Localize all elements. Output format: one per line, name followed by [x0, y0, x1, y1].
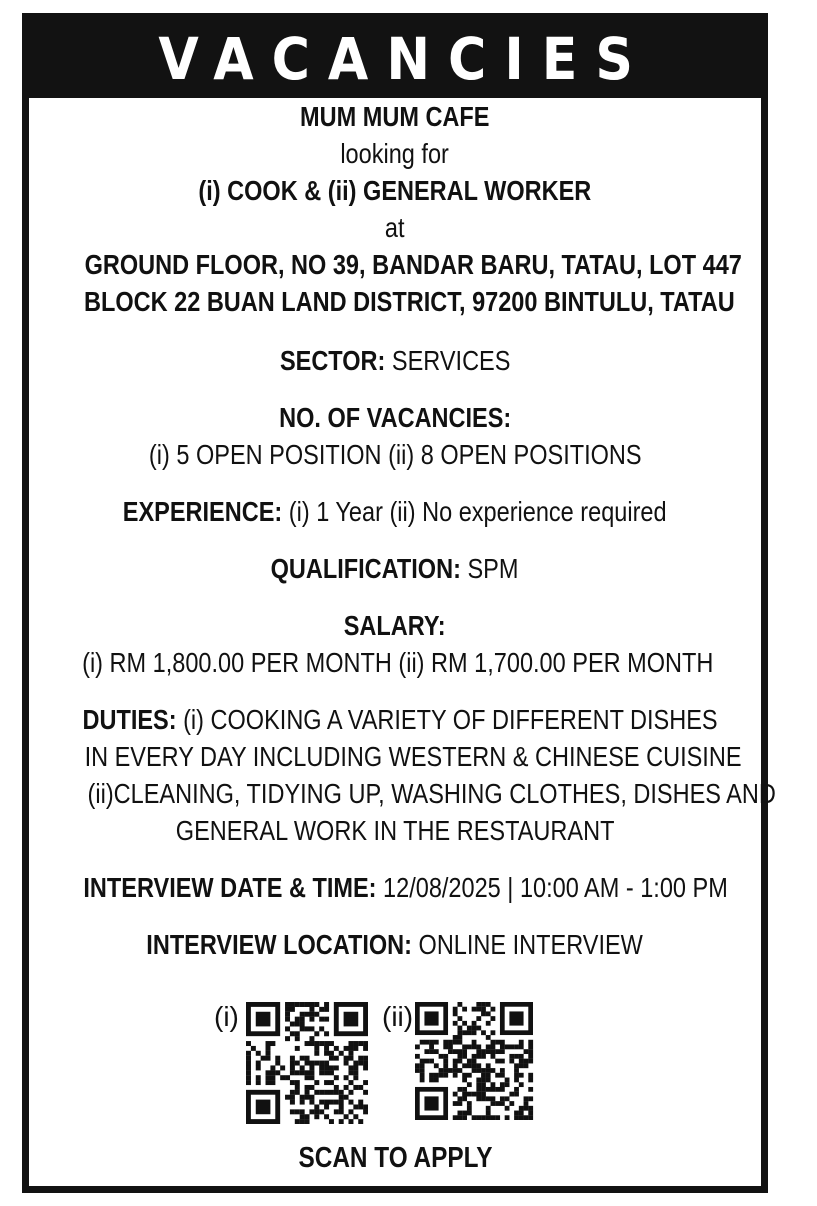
- interview-location-value: ONLINE INTERVIEW: [418, 929, 644, 960]
- sector-row: [22, 342, 768, 379]
- qr-code-icon[interactable]: [414, 1002, 534, 1120]
- qr-label-1: (i): [214, 1001, 239, 1032]
- qr-codes-row: [0, 1002, 817, 1126]
- salary-value: (i) RM 1,800.00 PER MONTH (ii) RM 1,700.00 PER MONTH: [82, 647, 714, 678]
- qualification-label: QUALIFICATION:: [271, 553, 462, 584]
- salary-label: SALARY:: [344, 610, 446, 641]
- qualification-row: [22, 550, 768, 587]
- experience-label: EXPERIENCE:: [123, 496, 283, 527]
- qualification-value: SPM: [467, 553, 519, 584]
- looking-for-text: looking for: [340, 138, 450, 169]
- duties-text-1: (i) COOKING A VARIETY OF DIFFERENT DISHES: [183, 704, 718, 735]
- qr-code-icon[interactable]: [246, 1002, 368, 1124]
- ad-body: [22, 78, 776, 963]
- sector-label: SECTOR:: [279, 345, 386, 376]
- interview-location-row: [22, 926, 768, 963]
- interview-datetime-row: [22, 869, 768, 906]
- sector-value: SERVICES: [391, 345, 511, 376]
- duties-line-3: (ii)CLEANING, TIDYING UP, WASHING CLOTHES, DISHES AND: [87, 778, 776, 809]
- banner-title: VACANCIES: [158, 25, 652, 93]
- duties-label: DUTIES:: [82, 704, 177, 735]
- address-line-1: GROUND FLOOR, NO 39, BANDAR BARU, TATAU, LOT 447: [84, 249, 742, 280]
- duties-line-4: GENERAL WORK IN THE RESTAURANT: [175, 815, 615, 846]
- duties-line-1: [22, 701, 768, 738]
- scan-to-apply-text: SCAN TO APPLY: [297, 1142, 493, 1174]
- interview-location-label: INTERVIEW LOCATION:: [146, 929, 413, 960]
- interview-datetime-value: 12/08/2025 | 10:00 AM - 1:00 PM: [383, 872, 728, 903]
- company-name: MUM MUM CAFE: [300, 101, 490, 132]
- duties-line-2: IN EVERY DAY INCLUDING WESTERN & CHINESE CUISINE: [84, 741, 742, 772]
- at-text: at: [385, 212, 405, 243]
- interview-datetime-label: INTERVIEW DATE & TIME:: [83, 872, 377, 903]
- qr-label-2: (ii): [382, 1001, 414, 1032]
- experience-value: (i) 1 Year (ii) No experience required: [289, 496, 667, 527]
- vacancies-value: (i) 5 OPEN POSITION (ii) 8 OPEN POSITIONS: [148, 439, 642, 470]
- address-line-2: BLOCK 22 BUAN LAND DISTRICT, 97200 BINTULU, TATAU: [83, 286, 735, 317]
- vacancies-label: NO. OF VACANCIES:: [278, 402, 512, 433]
- experience-row: [22, 493, 768, 530]
- positions-title: (i) COOK & (ii) GENERAL WORKER: [198, 175, 592, 206]
